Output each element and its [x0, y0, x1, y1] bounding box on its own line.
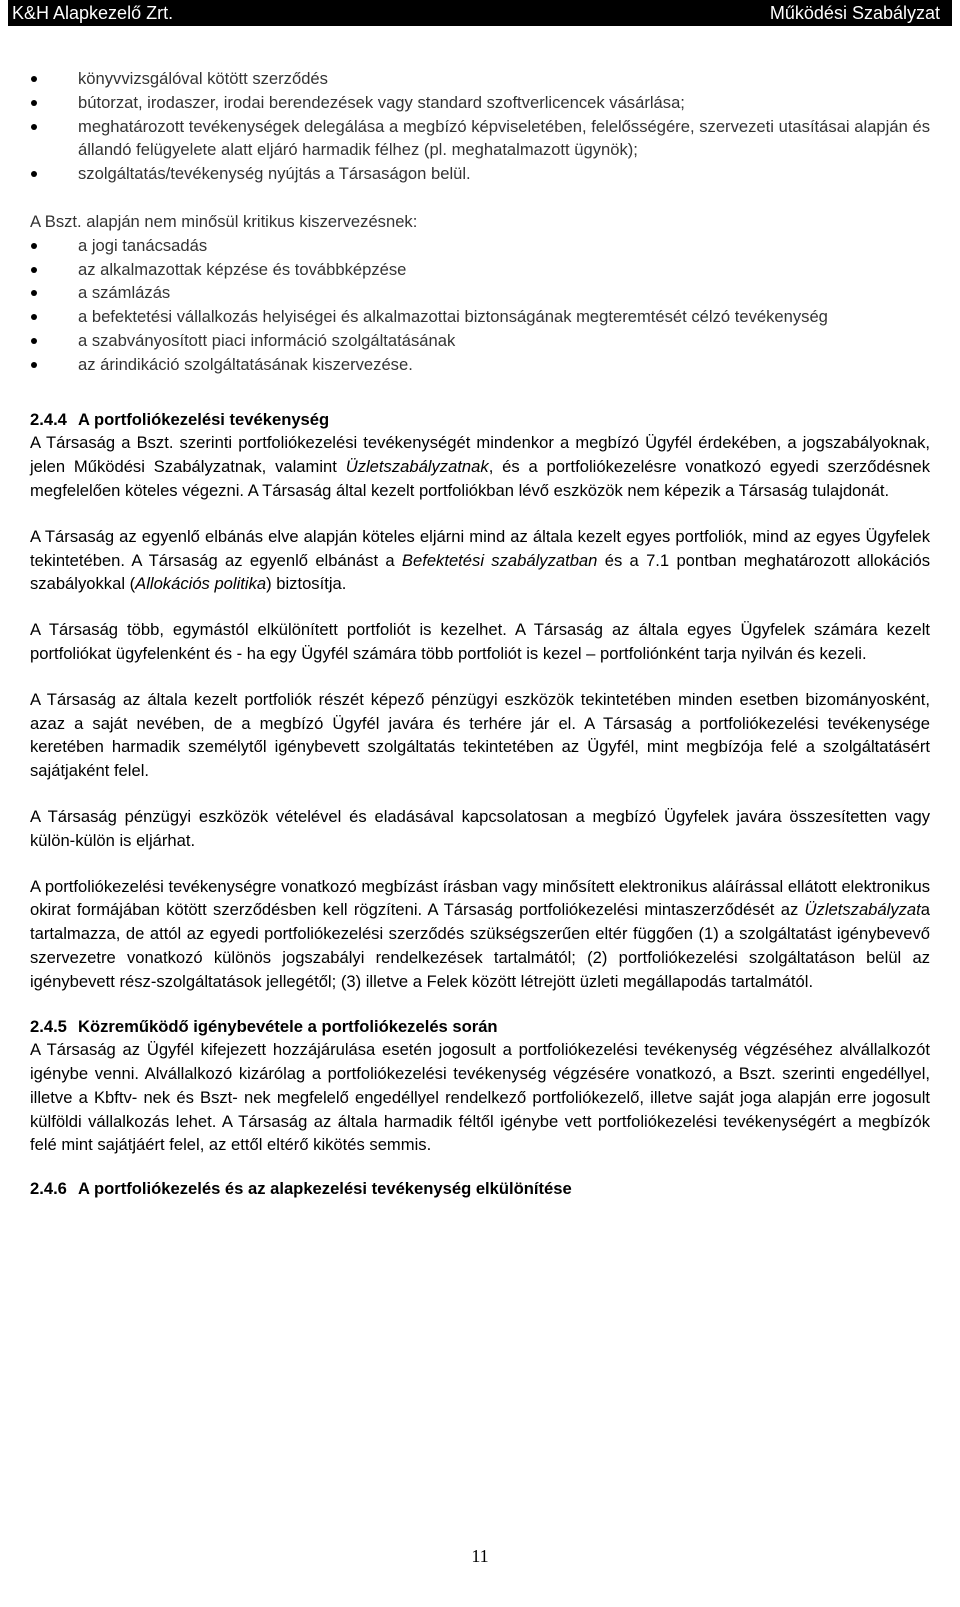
spacer	[30, 186, 930, 210]
outsourcing-list	[30, 67, 930, 186]
list-item: a szabványosított piaci információ szolgáltatásának	[30, 329, 930, 353]
page-number: 11	[471, 1546, 489, 1566]
list-item: a jogi tanácsadás	[30, 234, 930, 258]
paragraph: A Társaság több, egymástól elkülönített portfoliót is kezelhet. A Társaság az általa egyes Ügyfelek számára kezelt portfoliókat ügyfelenként és - ha egy Ügyfél számára több portfoliót is kezel – portfoliónként tarja nyilván és kezeli.	[30, 620, 930, 663]
list-item: a számlázás	[30, 281, 930, 305]
section-number: 2.4.5	[30, 1016, 67, 1036]
paragraph: A Társaság az általa kezelt portfoliók részét képező pénzügyi eszközök tekintetében minden esetben bizományosként, azaz a saját nevében, de a megbízó Ügyfél javára és terhére jár el. A Társaság a portfoliókezelési tevékenysége keretében harmadik személytől igénybevett szolgáltatás tekintetében az Ügyfél, mint megbízója felé a szolgáltatásért sajátjaként felel.	[30, 689, 930, 781]
section-title: Közreműködő igénybevétele a portfoliókezelés során	[78, 1016, 498, 1036]
list-intro: A Bszt. alapján nem minősül kritikus kiszervezésnek:	[30, 211, 418, 231]
list-item: bútorzat, irodaszer, irodai berendezések vagy standard szoftverlicencek vásárlása;	[30, 91, 930, 115]
section-heading	[30, 1015, 930, 1039]
list-item: az árindikáció szolgáltatásának kiszervezése.	[30, 353, 930, 377]
spacer	[30, 853, 930, 875]
spacer	[30, 596, 930, 618]
document-body	[30, 67, 930, 1201]
non-critical-list	[30, 234, 930, 377]
section-title: A portfoliókezelés és az alapkezelési tevékenység elkülönítése	[78, 1179, 572, 1199]
spacer	[30, 503, 930, 525]
section-number: 2.4.6	[30, 1179, 67, 1199]
header-company: K&H Alapkezelő Zrt.	[12, 3, 174, 23]
section-title: A portfoliókezelési tevékenység	[78, 409, 330, 429]
section-heading	[30, 408, 930, 432]
paragraph: A Társaság az Ügyfél kifejezett hozzájárulása esetén jogosult a portfoliókezelési tevékenység végzéséhez alvállalkozót igénybe venni. Alvállalkozó kizárólag a portfoliókezelési tevékenység végzésére vonatkozó, a Bszt. szerinti engedéllyel, illetve a Kbftv- nek és Bszt- nek megfelelő engedéllyel rendelkező portfoliókezelő, illetve saját joga alapján erre jogosult külföldi vállalkozás lehet. A Társaság az általa harmadik féltől igénybe vett portfoliókezelési tevékenységért a megbízók felé mint sajátjáért felel, az ettől eltérő kikötés semmis.	[30, 1040, 930, 1155]
paragraph: A Társaság a Bszt. szerinti portfoliókezelési tevékenységét mindenkor a megbízó Ügyfél érdekében, a jogszabályoknak, jelen Működési Szabályzatnak, valamint Üzletszabályzatnak, és a portfoliókezelésre vonatkozó egyedi szerződésnek megfelelően köteles végezni. A Társaság által kezelt portfoliókban lévő eszközök nem képezik a Társaság tulajdonát.	[30, 433, 930, 500]
list-item: meghatározott tevékenységek delegálása a megbízó képviseletében, felelősségére, szervezeti utasításai alapján és állandó felügyelete alatt eljáró harmadik félhez (pl. meghatalmazott ügynök);	[30, 115, 930, 163]
paragraph: A Társaság pénzügyi eszközök vételével és eladásával kapcsolatosan a megbízó Ügyfelek javára összesítetten vagy külön-külön is eljárhat.	[30, 806, 930, 850]
page-header	[8, 0, 952, 26]
list-item: szolgáltatás/tevékenység nyújtás a Társaságon belül.	[30, 162, 930, 186]
list-item: az alkalmazottak képzése és továbbképzése	[30, 258, 930, 282]
paragraph: A portfoliókezelési tevékenységre vonatkozó megbízást írásban vagy minősített elektronikus aláírással ellátott elektronikus okirat formájában kötött szerződésben kell rögzíteni. A Társaság portfoliókezelési mintaszerződését az Üzletszabályzata tartalmazza, de attól az egyedi portfoliókezelési szerződés szükségszerűen eltér függően (1) a szolgáltatást igénybevevő szervezetre vonatkozó különös jogszabályi rendelkezések tartalmától; (2) portfoliókezelési szolgáltatáson belül az igénybevett rész-szolgáltatások jellegétől; (3) illetve a Felek között létrejött üzleti megállapodás tartalmától.	[30, 876, 930, 991]
section-heading	[30, 1177, 930, 1201]
spacer	[30, 783, 930, 805]
spacer	[30, 666, 930, 688]
section-number: 2.4.4	[30, 409, 67, 429]
paragraph: A Társaság az egyenlő elbánás elve alapján köteles eljárni mind az általa kezelt egyes portfoliók, mind az egyes Ügyfelek tekintetében. A Társaság az egyenlő elbánást a Befektetési szabályzatban és a 7.1 pontban meghatározott allokációs szabályokkal (Allokációs politika) biztosítja.	[30, 526, 930, 594]
list-item: a befektetési vállalkozás helyiségei és alkalmazottai biztonságának megteremtését célzó tevékenység	[30, 305, 930, 329]
header-document-title: Működési Szabályzat	[769, 3, 940, 23]
list-item: könyvvizsgálóval kötött szerződés	[30, 67, 930, 91]
